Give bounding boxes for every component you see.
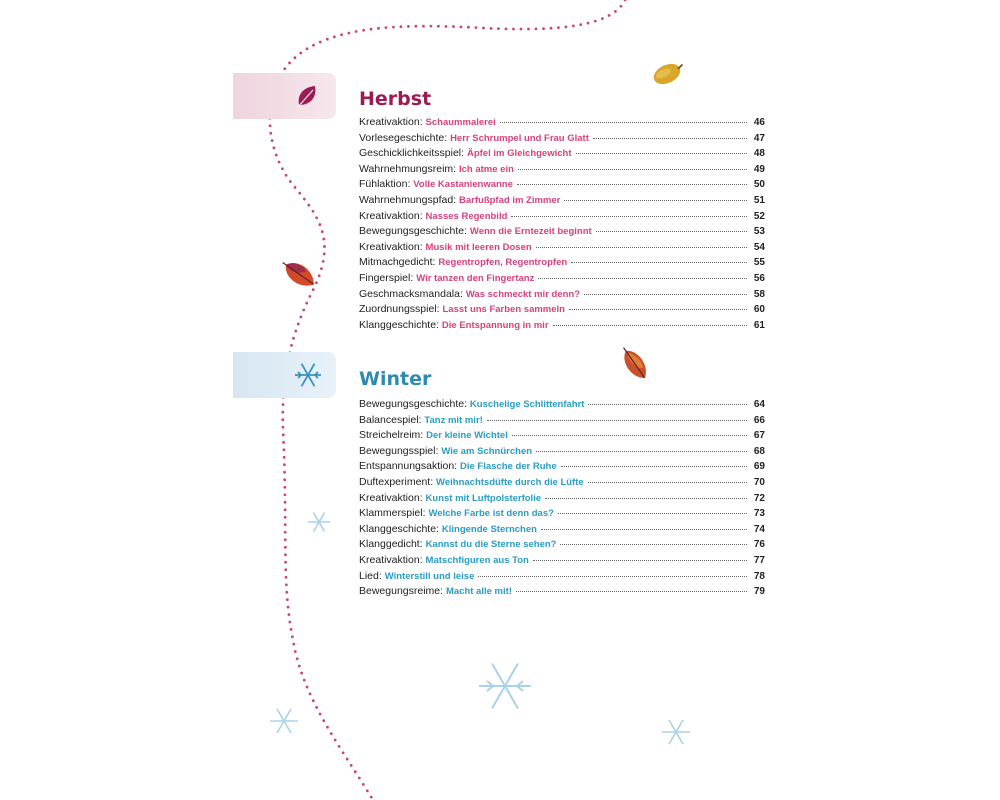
toc-list-winter: [359, 397, 765, 600]
page-number: 66: [753, 414, 765, 426]
entry-type-label: Zuordnungsspiel:: [359, 303, 440, 316]
entry-type-label: Klanggeschichte:: [359, 522, 439, 535]
entry-title: Herr Schrumpel und Frau Glatt: [450, 132, 589, 144]
toc-entry[interactable]: [359, 537, 765, 553]
page-number: 72: [753, 492, 765, 504]
tab-winter: [233, 352, 336, 398]
entry-title: Wie am Schnürchen: [441, 445, 533, 457]
toc-entry[interactable]: [359, 193, 765, 209]
toc-entry[interactable]: [359, 569, 765, 585]
page-number: 58: [753, 288, 765, 300]
toc-entry[interactable]: [359, 397, 765, 413]
entry-title: Äpfel im Gleichgewicht: [466, 148, 572, 160]
leaf-icon: [277, 255, 318, 292]
dot-leader: [517, 183, 747, 185]
entry-type-label: Geschmacksmandala:: [359, 287, 463, 300]
dot-leader: [561, 465, 747, 467]
toc-entry[interactable]: [359, 459, 765, 475]
entry-type-label: Lied:: [359, 569, 382, 582]
entry-title: Schaummalerei: [425, 117, 496, 128]
entry-type-label: Fingerspiel:: [359, 271, 414, 284]
dot-leader: [596, 230, 747, 232]
toc-list-herbst: [359, 115, 765, 333]
entry-type-label: Klammerspiel:: [359, 507, 426, 520]
entry-type-label: Bewegungsgeschichte:: [359, 225, 467, 238]
entry-type-label: Kreativaktion:: [359, 491, 423, 504]
page-number: 51: [753, 194, 765, 206]
toc-entry[interactable]: [359, 475, 765, 491]
entry-type-label: Kreativaktion:: [359, 209, 423, 222]
dot-leader: [553, 324, 747, 326]
dot-leader: [533, 559, 747, 561]
entry-title: Wenn die Erntezeit beginnt: [469, 226, 592, 238]
entry-type-label: Mitmachgedicht:: [359, 256, 436, 269]
toc-entry[interactable]: [359, 413, 765, 429]
toc-entry[interactable]: [359, 428, 765, 444]
entry-type-label: Klanggeschichte:: [359, 318, 439, 331]
snowflake-icon: [270, 709, 298, 733]
page-number: 69: [753, 461, 765, 473]
entry-type-label: Klanggedicht:: [359, 538, 423, 551]
toc-entry[interactable]: [359, 146, 765, 162]
dot-leader: [478, 575, 747, 577]
entry-title: Musik mit leeren Dosen: [425, 241, 532, 253]
dot-leader: [571, 261, 747, 263]
page-number: 70: [753, 476, 765, 488]
entry-type-label: Kreativaktion:: [359, 240, 423, 253]
entry-title: Regentropfen, Regentropfen: [438, 257, 568, 269]
dot-leader: [500, 121, 747, 123]
dot-leader: [541, 528, 747, 530]
dot-leader: [569, 308, 747, 310]
entry-title: Volle Kastanienwanne: [413, 179, 513, 191]
entry-type-label: Wahrnehmungspfad:: [359, 193, 457, 206]
toc-entry[interactable]: [359, 115, 765, 131]
snowflake-icon: [308, 513, 330, 532]
entry-title: Weihnachtsdüfte durch die Lüfte: [436, 476, 584, 488]
toc-entry[interactable]: [359, 584, 765, 600]
leaf-icon: [293, 81, 323, 111]
dot-leader: [558, 512, 747, 514]
page-number: 50: [753, 179, 765, 191]
toc-entry[interactable]: [359, 522, 765, 538]
dot-leader: [588, 403, 747, 405]
entry-title: Barfußpfad im Zimmer: [459, 194, 561, 206]
page-number: 56: [753, 272, 765, 284]
toc-entry[interactable]: [359, 287, 765, 303]
entry-type-label: Bewegungsspiel:: [359, 444, 439, 457]
entry-title: Matschfiguren aus Ton: [425, 554, 529, 566]
dot-leader: [564, 199, 747, 201]
entry-title: Ich atme ein: [459, 163, 514, 175]
page-number: 78: [753, 570, 765, 582]
dot-leader: [576, 152, 748, 154]
toc-entry[interactable]: [359, 224, 765, 240]
page-number: 79: [753, 586, 765, 598]
toc-entry[interactable]: [359, 240, 765, 256]
entry-title: Kannst du die Sterne sehen?: [425, 539, 557, 551]
snowflake-icon: [479, 664, 531, 709]
toc-entry[interactable]: [359, 553, 765, 569]
page-number: 74: [753, 523, 765, 535]
entry-title: Was schmeckt mir denn?: [465, 288, 581, 300]
dot-leader: [511, 215, 747, 217]
page-number: 49: [753, 163, 765, 175]
page-number: 48: [753, 148, 765, 160]
entry-type-label: Entspannungsaktion:: [359, 460, 458, 473]
page-number: 54: [753, 241, 765, 253]
entry-title: Kunst mit Luftpolsterfolie: [425, 492, 542, 504]
entry-title: Welche Farbe ist denn das?: [428, 508, 554, 520]
page-number: 64: [753, 399, 765, 410]
entry-type-label: Streichelreim:: [359, 429, 424, 442]
page-number: 53: [753, 226, 765, 238]
entry-title: Tanz mit mir!: [424, 414, 483, 426]
entry-title: Lasst uns Farben sammeln: [442, 304, 565, 316]
page-number: 68: [753, 445, 765, 457]
entry-title: Winterstill und leise: [384, 570, 475, 582]
entry-type-label: Balancespiel:: [359, 413, 422, 426]
snowflake-icon: [662, 720, 690, 744]
toc-entry[interactable]: [359, 302, 765, 318]
section-title-herbst: Herbst: [359, 88, 432, 110]
acorn-icon: [651, 58, 688, 88]
page-number: 52: [753, 210, 765, 222]
section-title-winter: Winter: [359, 368, 432, 390]
toc-entry[interactable]: [359, 491, 765, 507]
toc-page: [233, 0, 769, 800]
page-number: 61: [753, 319, 765, 331]
dot-leader: [516, 590, 747, 592]
dot-leader: [588, 481, 747, 483]
entry-type-label: Duftexperiment:: [359, 475, 434, 488]
dot-leader: [536, 450, 747, 452]
entry-title: Der kleine Wichtel: [426, 430, 508, 442]
tab-herbst: [233, 73, 336, 119]
dot-leader: [545, 497, 747, 499]
entry-type-label: Vorlesegeschichte:: [359, 131, 448, 144]
dot-leader: [512, 434, 747, 436]
entry-title: Nasses Regenbild: [425, 210, 508, 222]
toc-entry[interactable]: [359, 162, 765, 178]
entry-type-label: Bewegungsgeschichte:: [359, 398, 467, 410]
page-number: 47: [753, 132, 765, 144]
page-number: 55: [753, 257, 765, 269]
toc-entry[interactable]: [359, 318, 765, 334]
entry-type-label: Kreativaktion:: [359, 553, 423, 566]
dot-leader: [536, 246, 747, 248]
dot-leader: [560, 543, 747, 545]
toc-entry[interactable]: [359, 209, 765, 225]
page-number: 77: [753, 554, 765, 566]
leaf-icon: [617, 343, 652, 383]
dot-leader: [593, 137, 747, 139]
toc-entry[interactable]: [359, 177, 765, 193]
dot-leader: [584, 293, 747, 295]
dot-leader: [538, 277, 747, 279]
toc-entry[interactable]: [359, 131, 765, 147]
entry-title: Macht alle mit!: [445, 586, 512, 598]
entry-title: Die Flasche der Ruhe: [460, 461, 557, 473]
entry-title: Kuschelige Schlittenfahrt: [469, 399, 585, 410]
page-number: 76: [753, 539, 765, 551]
toc-entry[interactable]: [359, 444, 765, 460]
entry-type-label: Geschicklichkeitsspiel:: [359, 147, 465, 160]
entry-title: Wir tanzen den Fingertanz: [416, 272, 535, 284]
dot-leader: [518, 168, 747, 170]
entry-type-label: Bewegungsreime:: [359, 585, 444, 598]
toc-entry[interactable]: [359, 255, 765, 271]
toc-entry[interactable]: [359, 506, 765, 522]
page-number: 73: [753, 508, 765, 520]
page-number: 46: [753, 117, 765, 128]
page-number: 60: [753, 304, 765, 316]
entry-title: Klingende Sternchen: [441, 523, 537, 535]
entry-type-label: Kreativaktion:: [359, 116, 423, 128]
entry-type-label: Fühlaktion:: [359, 178, 411, 191]
snowflake-icon: [293, 360, 323, 390]
entry-title: Die Entspannung in mir: [441, 319, 549, 331]
toc-entry[interactable]: [359, 271, 765, 287]
dot-leader: [487, 419, 747, 421]
page-number: 67: [753, 430, 765, 442]
entry-type-label: Wahrnehmungsreim:: [359, 162, 457, 175]
